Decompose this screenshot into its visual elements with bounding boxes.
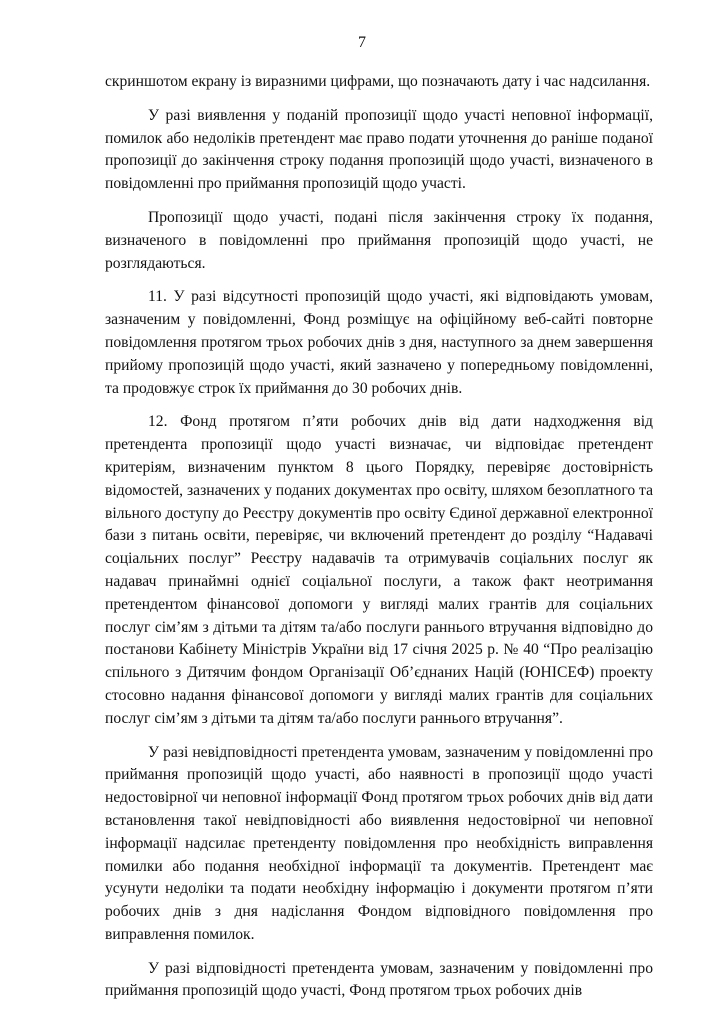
paragraph-late-proposals: Пропозиції щодо участі, подані після закінчення строку їх подання, визначеного в повідомленні про приймання пропозицій щодо участі, не розглядаються. bbox=[105, 208, 653, 272]
paragraph-nonconformity: У разі невідповідності претендента умовам, зазначеним у повідомленні про приймання пропозицій щодо участі, або наявності в пропозиції щодо участі недостовірної чи неповної інформації Фонд протягом трьох робочих днів від дати встановлення такої невідповідності або виявлення недостовірної чи неповної інформації надсилає претенденту повідомлення про необхідність виправлення помилки або подання необхідної інформації та документів. Претендент має усунути недоліки та подати необхідну інформацію і документи протягом п’яти робочих днів з дня надіслання Фондом відповідного повідомлення про виправлення помилок. bbox=[105, 743, 653, 943]
paragraph-item-11: 11. У разі відсутності пропозицій щодо участі, які відповідають умовам, зазначеним у повідомленні, Фонд розміщує на офіційному веб-сайті повторне повідомлення протягом трьох робочих днів з дня, наступного за днем завершення прийому пропозицій щодо участі, який зазначено у попередньому повідомленні, та продовжує строк їх приймання до 30 робочих днів. bbox=[105, 288, 653, 397]
document-body bbox=[105, 71, 653, 1014]
page-number: 7 bbox=[358, 34, 366, 51]
paragraph-clarification-right: У разі виявлення у поданій пропозиції щодо участі неповної інформації, помилок або недоліків претендент має право подати уточнення до раніше поданої пропозиції до закінчення строку подання пропозицій щодо участі, визначеного в повідомленні про приймання пропозицій щодо участі. bbox=[105, 106, 653, 193]
paragraph-item-12: 12. Фонд протягом п’яти робочих днів від дати надходження від претендента пропозиції щодо участі визначає, чи відповідає претендент критеріям, визначеним пунктом 8 цього Порядку, перевіряє достовірність відомостей, зазначених у поданих документах про освіту, шляхом безоплатного та вільного доступу до Реєстру документів про освіту Єдиної державної електронної бази з питань освіти, перевіряє, чи включений претендент до розділу “Надавачі соціальних послуг” Реєстру надавачів та отримувачів соціальних послуг як надавач принаймні однієї соціальної послуги, а також факт неотримання претендентом фінансової допомоги у вигляді малих грантів для соціальних послуг сім’ям з дітьми та дітям та/або послуги раннього втручання відповідно до постанови Кабінету Міністрів України від 17 січня 2025 р. № 40 “Про реалізацію спільного з Дитячим фондом Організації Об’єднаних Націй (ЮНІСЕФ) проекту стосовно надання фінансової допомоги у вигляді малих грантів для соціальних послуг сім’ям з дітьми та дітям та/або послуги раннього втручання”. bbox=[105, 413, 653, 727]
paragraph-conformity: У разі відповідності претендента умовам, зазначеним у повідомленні про приймання пропозицій щодо участі, Фонд протягом трьох робочих днів bbox=[105, 959, 653, 1000]
paragraph-continuation: скриншотом екрану із виразними цифрами, що позначають дату і час надсилання. bbox=[105, 73, 651, 90]
